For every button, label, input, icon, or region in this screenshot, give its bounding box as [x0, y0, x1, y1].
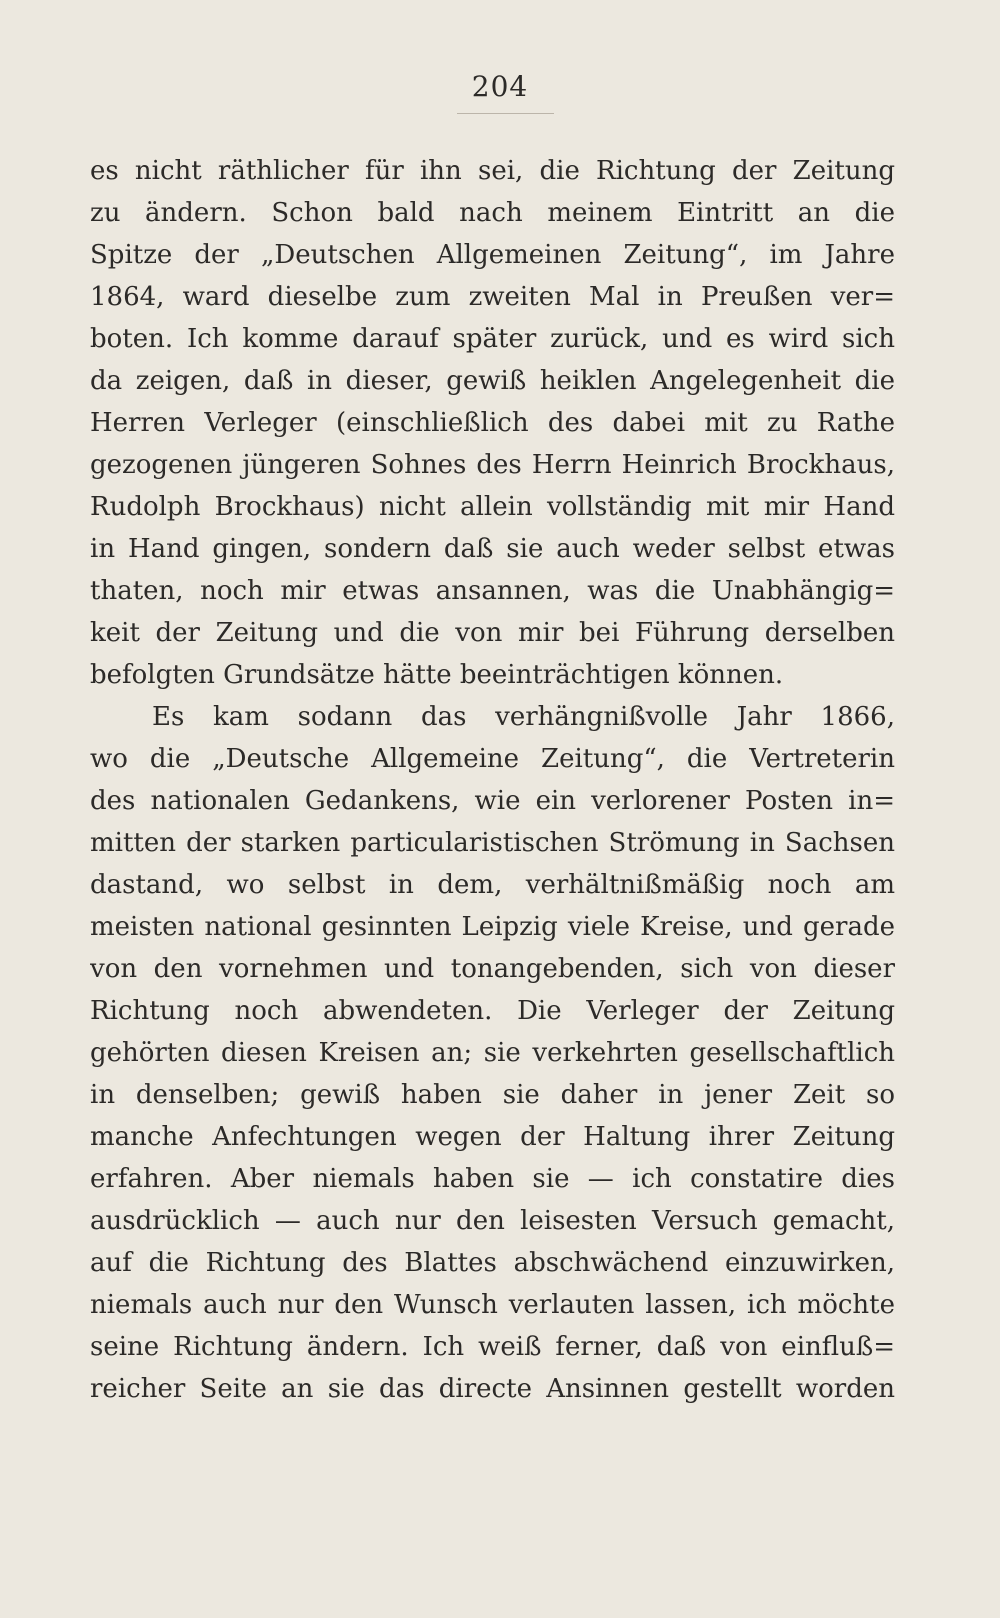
- text-line: thaten, noch mir etwas ansannen, was die Unabhängig=: [90, 576, 895, 606]
- text-line: zu ändern. Schon bald nach meinem Eintritt an die: [90, 198, 895, 228]
- text-line: des nationalen Gedankens, wie ein verlorener Posten in=: [90, 786, 895, 816]
- text-line: niemals auch nur den Wunsch verlauten lassen, ich möchte: [90, 1290, 895, 1320]
- text-line: manche Anfechtungen wegen der Haltung ihrer Zeitung: [90, 1122, 895, 1152]
- text-line: gezogenen jüngeren Sohnes des Herrn Heinrich Brockhaus,: [90, 450, 895, 480]
- text-line: von den vornehmen und tonangebenden, sich von dieser: [90, 954, 895, 984]
- text-line: in denselben; gewiß haben sie daher in jener Zeit so: [90, 1080, 895, 1110]
- text-line: seine Richtung ändern. Ich weiß ferner, daß von einfluß=: [90, 1332, 895, 1362]
- text-line: in Hand gingen, sondern daß sie auch weder selbst etwas: [90, 534, 895, 564]
- paragraph-end-line: befolgten Grundsätze hätte beeinträchtigen können.: [90, 660, 784, 690]
- text-line: keit der Zeitung und die von mir bei Führung derselben: [90, 618, 895, 648]
- header-rule: [457, 113, 554, 114]
- paragraph-start-line: Es kam sodann das verhängnißvolle Jahr 1866,: [152, 702, 895, 732]
- text-line: reicher Seite an sie das directe Ansinnen gestellt worden: [90, 1374, 895, 1404]
- page-number: 204: [471, 70, 529, 103]
- text-line: Herren Verleger (einschließlich des dabei mit zu Rathe: [90, 408, 895, 438]
- text-line: 1864, ward dieselbe zum zweiten Mal in Preußen ver=: [90, 282, 895, 312]
- text-line: es nicht räthlicher für ihn sei, die Richtung der Zeitung: [90, 156, 895, 186]
- text-line: meisten national gesinnten Leipzig viele Kreise, und gerade: [90, 912, 895, 942]
- body-text: [90, 150, 895, 1410]
- text-line: Spitze der „Deutschen Allgemeinen Zeitung“, im Jahre: [90, 240, 895, 270]
- text-line: mitten der starken particularistischen Strömung in Sachsen: [90, 828, 895, 858]
- text-line: Richtung noch abwendeten. Die Verleger der Zeitung: [90, 996, 895, 1026]
- text-line: Rudolph Brockhaus) nicht allein vollständig mit mir Hand: [90, 492, 895, 522]
- text-line: ausdrücklich — auch nur den leisesten Versuch gemacht,: [90, 1206, 895, 1236]
- text-line: gehörten diesen Kreisen an; sie verkehrten gesellschaftlich: [90, 1038, 895, 1068]
- text-line: dastand, wo selbst in dem, verhältnißmäßig noch am: [90, 870, 895, 900]
- text-line: da zeigen, daß in dieser, gewiß heiklen Angelegenheit die: [90, 366, 895, 396]
- text-line: erfahren. Aber niemals haben sie — ich constatire dies: [90, 1164, 895, 1194]
- text-line: boten. Ich komme darauf später zurück, und es wird sich: [90, 324, 895, 354]
- text-line: auf die Richtung des Blattes abschwächend einzuwirken,: [90, 1248, 895, 1278]
- text-line: wo die „Deutsche Allgemeine Zeitung“, die Vertreterin: [90, 744, 895, 774]
